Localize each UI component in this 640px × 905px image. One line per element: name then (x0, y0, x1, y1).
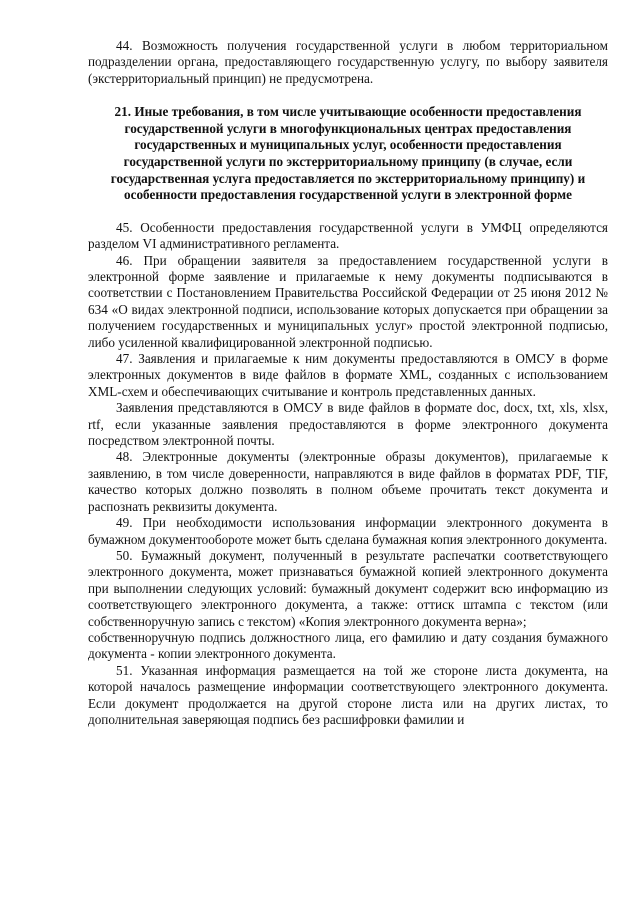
paragraph-50: 50. Бумажный документ, полученный в результате распечатки соответствующего электронного документа, может признаваться бумажной копией электронного документа при выполнении следующих условий: бумажный документ содержит всю информацию из соответствующего электронного документа, а также: оттиск штампа с текстом (или собственноручную запись с текстом) «Копия электронного документа верна»; (88, 547, 608, 629)
paragraph-44: 44. Возможность получения государственной услуги в любом территориальном подразделении органа, предоставляющего государственную услугу, по выбору заявителя (экстерриториальный принцип) не предусмотрена. (88, 38, 608, 86)
section-heading-21: 21. Иные требования, в том числе учитывающие особенности предоставления государственной услуги в многофункциональных центрах предоставления государственных и муниципальных услуг, особенности предоставления государственной услуги по экстерриториальному принципу (в случае, если государственная услуга предоставляется по экстерриториальному принципу) и особенности предоставления государственной услуги в электронной форме (110, 104, 586, 203)
paragraph-49: 49. При необходимости использования информации электронного документа в бумажном документообороте может быть сделана бумажная копия электронного документа. (88, 515, 608, 547)
paragraph-47-continued: Заявления представляются в ОМСУ в виде файлов в формате doc, docx, txt, xls, xlsx, rtf, если указанные заявления предоставляются в форме электронного документа посредством электронной почты. (88, 400, 608, 449)
paragraph-50-continued: собственноручную подпись должностного лица, его фамилию и дату создания бумажного документа - копии электронного документа. (88, 629, 608, 662)
paragraph-47: 47. Заявления и прилагаемые к ним документы предоставляются в ОМСУ в форме электронных документов в виде файлов в формате XML, созданных с использованием XML-схем и обеспечивающих считывание и контроль представленных данных. (88, 351, 608, 399)
document-page (88, 38, 608, 728)
paragraph-45: 45. Особенности предоставления государственной услуги в УМФЦ определяются разделом VI административного регламента. (88, 219, 608, 252)
paragraph-51: 51. Указанная информация размещается на той же стороне листа документа, на которой началось размещение информации соответствующего электронного документа. Если документ продолжается на другой стороне листа или на других листах, то дополнительная заверяющая подпись без расшифровки фамилии и (88, 662, 608, 727)
paragraph-46: 46. При обращении заявителя за предоставлением государственной услуги в электронной форме заявление и прилагаемые к нему документы подписываются в соответствии с Постановлением Правительства Российской Федерации от 25 июня 2012 № 634 «О видах электронной подписи, использование которых допускается при обращении за получением государственных и муниципальных услуг» простой электронной подписью, либо усиленной квалифицированной электронной подписью. (88, 252, 608, 350)
paragraph-48: 48. Электронные документы (электронные образы документов), прилагаемые к заявлению, в том числе доверенности, направляются в виде файлов в форматах PDF, TIF, качество которых должно позволять в полном объеме прочитать текст документа и распознать реквизиты документа. (88, 449, 608, 514)
